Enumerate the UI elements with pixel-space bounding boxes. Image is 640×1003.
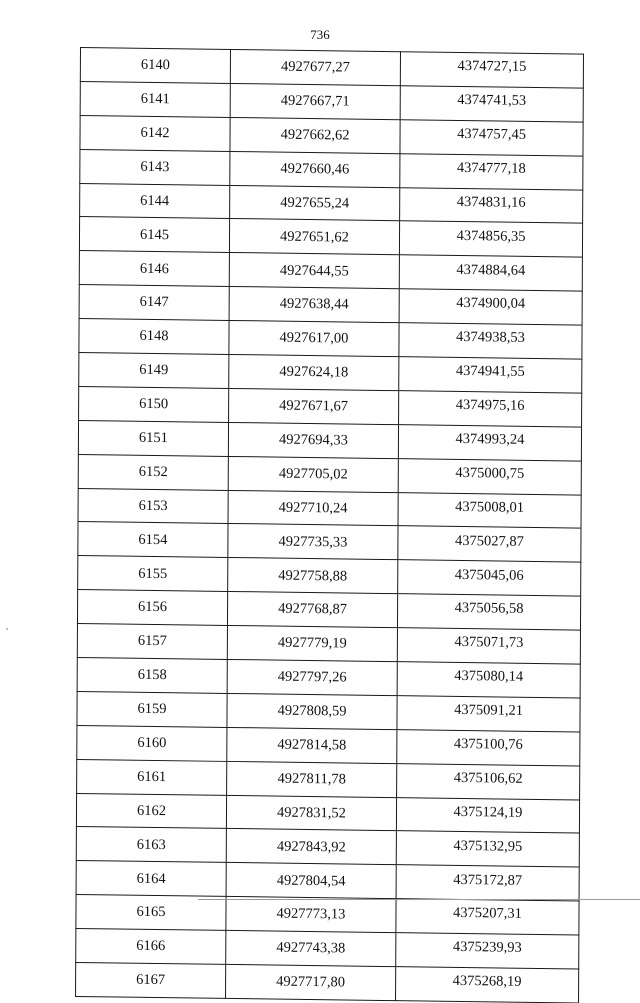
y-coordinate-cell: 4375080,14: [397, 662, 580, 698]
x-coordinate-cell: 4927814,58: [227, 727, 397, 763]
point-number-cell: 6155: [78, 556, 228, 592]
x-coordinate-cell: 4927773,13: [226, 897, 396, 933]
point-number-cell: 6156: [77, 590, 227, 626]
x-coordinate-cell: 4927710,24: [228, 490, 398, 526]
point-number-cell: 6143: [80, 149, 230, 185]
y-coordinate-cell: 4374941,55: [399, 357, 582, 393]
x-coordinate-cell: 4927671,67: [229, 388, 399, 424]
point-number-cell: 6159: [77, 691, 227, 727]
x-coordinate-cell: 4927735,33: [228, 524, 398, 560]
y-coordinate-cell: 4374777,18: [400, 153, 583, 189]
y-coordinate-cell: 4374938,53: [399, 323, 582, 359]
y-coordinate-cell: 4374993,24: [398, 424, 581, 460]
x-coordinate-cell: 4927660,46: [230, 151, 400, 187]
x-coordinate-cell: 4927638,44: [229, 287, 399, 323]
y-coordinate-cell: 4375056,58: [397, 594, 580, 630]
point-number-cell: 6147: [79, 285, 229, 321]
y-coordinate-cell: 4375008,01: [398, 492, 581, 528]
x-coordinate-cell: 4927758,88: [228, 558, 398, 594]
y-coordinate-cell: 4374856,35: [399, 221, 582, 257]
y-coordinate-cell: 4375124,19: [396, 797, 579, 833]
x-coordinate-cell: 4927644,55: [229, 253, 399, 289]
x-coordinate-cell: 4927617,00: [229, 321, 399, 357]
point-number-cell: 6148: [79, 319, 229, 355]
x-coordinate-cell: 4927768,87: [227, 592, 397, 628]
y-coordinate-cell: 4374900,04: [399, 289, 582, 325]
x-coordinate-cell: 4927811,78: [227, 761, 397, 797]
point-number-cell: 6167: [76, 963, 226, 999]
point-number-cell: 6160: [77, 725, 227, 761]
point-number-cell: 6153: [78, 488, 228, 524]
page-number: 736: [310, 27, 330, 42]
point-number-cell: 6152: [78, 454, 228, 490]
x-coordinate-cell: 4927651,62: [229, 219, 399, 255]
point-number-cell: 6158: [77, 658, 227, 694]
point-number-cell: 6157: [77, 624, 227, 660]
x-coordinate-cell: 4927677,27: [230, 49, 400, 85]
y-coordinate-cell: 4375045,06: [398, 560, 581, 596]
y-coordinate-cell: 4375106,62: [397, 763, 580, 799]
x-coordinate-cell: 4927804,54: [226, 863, 396, 899]
point-number-cell: 6145: [79, 217, 229, 253]
x-coordinate-cell: 4927779,19: [227, 626, 397, 662]
point-number-cell: 6150: [79, 386, 229, 422]
x-coordinate-cell: 4927831,52: [226, 795, 396, 831]
x-coordinate-cell: 4927624,18: [229, 354, 399, 390]
coordinates-table: [75, 47, 584, 1003]
x-coordinate-cell: 4927843,92: [226, 829, 396, 865]
table-row: [76, 963, 579, 1003]
scan-edge-line: [198, 899, 640, 900]
y-coordinate-cell: 4375027,87: [398, 526, 581, 562]
x-coordinate-cell: 4927662,62: [230, 117, 400, 153]
point-number-cell: 6142: [80, 115, 230, 151]
point-number-cell: 6141: [80, 81, 230, 117]
point-number-cell: 6154: [78, 522, 228, 558]
x-coordinate-cell: 4927694,33: [228, 422, 398, 458]
y-coordinate-cell: 4375132,95: [396, 831, 579, 867]
point-number-cell: 6140: [80, 48, 230, 84]
point-number-cell: 6149: [79, 353, 229, 389]
point-number-cell: 6165: [76, 895, 226, 931]
y-coordinate-cell: 4375172,87: [396, 865, 579, 901]
y-coordinate-cell: 4375239,93: [396, 933, 579, 969]
point-number-cell: 6164: [76, 861, 226, 897]
y-coordinate-cell: 4375000,75: [398, 458, 581, 494]
x-coordinate-cell: 4927705,02: [228, 456, 398, 492]
x-coordinate-cell: 4927797,26: [227, 659, 397, 695]
y-coordinate-cell: 4375268,19: [396, 967, 579, 1003]
y-coordinate-cell: 4374975,16: [399, 391, 582, 427]
y-coordinate-cell: 4374884,64: [399, 255, 582, 291]
x-coordinate-cell: 4927667,71: [230, 83, 400, 119]
point-number-cell: 6161: [77, 759, 227, 795]
y-coordinate-cell: 4375100,76: [397, 729, 580, 765]
scan-speck: [6, 628, 8, 630]
coordinates-table-body: [76, 48, 584, 1003]
y-coordinate-cell: 4374727,15: [400, 52, 583, 88]
point-number-cell: 6163: [76, 827, 226, 863]
point-number-cell: 6162: [76, 793, 226, 829]
x-coordinate-cell: 4927655,24: [230, 185, 400, 221]
y-coordinate-cell: 4374831,16: [400, 187, 583, 223]
point-number-cell: 6151: [78, 420, 228, 456]
x-coordinate-cell: 4927717,80: [226, 964, 396, 1000]
point-number-cell: 6146: [79, 251, 229, 287]
point-number-cell: 6166: [76, 929, 226, 965]
x-coordinate-cell: 4927743,38: [226, 931, 396, 967]
point-number-cell: 6144: [80, 183, 230, 219]
y-coordinate-cell: 4375207,31: [396, 899, 579, 935]
x-coordinate-cell: 4927808,59: [227, 693, 397, 729]
y-coordinate-cell: 4375091,21: [397, 696, 580, 732]
y-coordinate-cell: 4375071,73: [397, 628, 580, 664]
y-coordinate-cell: 4374757,45: [400, 119, 583, 155]
y-coordinate-cell: 4374741,53: [400, 86, 583, 122]
